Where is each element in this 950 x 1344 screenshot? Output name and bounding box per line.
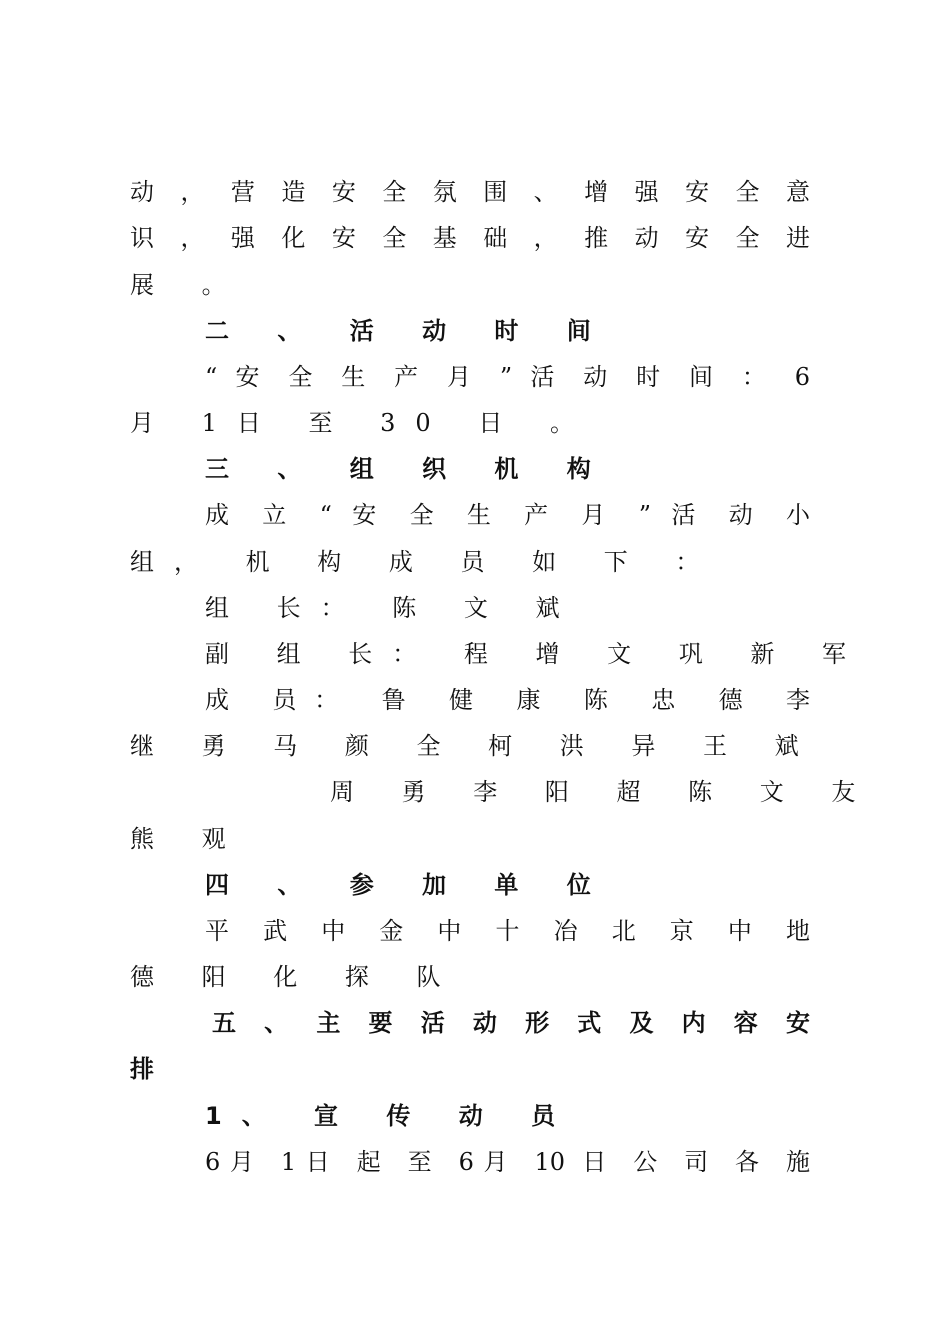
section-heading-activity-time: 二 、 活 动 时 间 <box>205 317 611 345</box>
paragraph-line: 动 ， 营 造 安 全 氛 围 、 增 强 安 全 意 <box>130 178 810 206</box>
members-line: 周 勇 李 阳 超 陈 文 友 <box>330 778 876 806</box>
paragraph-line: “ 安 全 生 产 月 ” 活 动 时 间 ： 6 <box>205 363 810 391</box>
section-heading-activities: 排 <box>130 1055 174 1083</box>
units-line: 德 阳 化 探 队 <box>130 963 461 991</box>
section-heading-organization: 三 、 组 织 机 构 <box>205 455 611 483</box>
paragraph-line: 月 1日 至 30 日 。 <box>130 409 594 437</box>
members-line: 成 员： 鲁 健 康 陈 忠 德 李 <box>205 686 810 714</box>
paragraph-line: 展 。 <box>130 271 246 299</box>
paragraph-line: 识 ， 强 化 安 全 基 础 ， 推 动 安 全 进 <box>130 224 810 252</box>
section-heading-participating-units: 四 、 参 加 单 位 <box>205 871 611 899</box>
units-line: 平 武 中 金 中 十 冶 北 京 中 地 <box>205 917 810 945</box>
section-heading-activities: 五 、 主 要 活 动 形 式 及 内 容 安 <box>212 1009 810 1037</box>
paragraph-line: 成 立 “ 安 全 生 产 月 ” 活 动 小 <box>205 501 810 529</box>
members-line: 继 勇 马 颜 全 柯 洪 异 王 斌 <box>130 732 819 760</box>
leader-line: 组 长： 陈 文 斌 <box>205 594 580 622</box>
paragraph-line: 组， 机 构 成 员 如 下 ： <box>130 548 720 576</box>
deputy-leader-line: 副 组 长： 程 增 文 巩 新 军 <box>205 640 867 668</box>
paragraph-line: 6月 1日 起 至 6月 10 日 公 司 各 施 <box>205 1148 810 1176</box>
members-line: 熊 观 <box>130 825 246 853</box>
subsection-heading-publicity: 1、 宣 传 动 员 <box>205 1102 576 1130</box>
